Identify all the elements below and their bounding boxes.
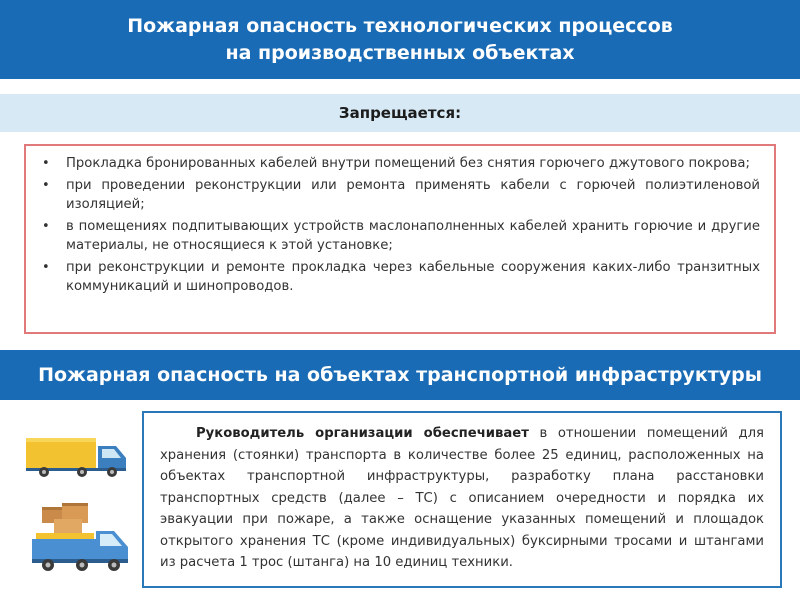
cargo-truck-icon <box>32 503 130 575</box>
transport-body: в отношении помещений для хранения (стоянки) транспорта в количестве более 25 единиц, расположенных на объектах транспортной инфраструктуры, разработку плана расстановки транспортных средств (далее – ТС) с описанием очередности и порядка их эвакуации при пожаре, а также оснащение указанных помещений и площадок открытого хранения ТС (кроме индивидуальных) буксирными тросами и штангами из расчета 1 трос (штанга) на 10 единиц техники. <box>160 426 764 570</box>
forbidden-list-box <box>24 144 776 334</box>
forbidden-heading: Запрещается: <box>338 104 462 122</box>
list-item <box>40 176 760 215</box>
bullet: • <box>42 259 50 275</box>
page-title-line1: Пожарная опасность технологических процессов <box>127 14 673 37</box>
list-item-text: в помещениях подпитывающих устройств маслонаполненных кабелей хранить горючие и другие материалы, не относящиеся к этой установке; <box>66 218 760 253</box>
page-title-line2: на производственных объектах <box>225 41 575 64</box>
list-item <box>40 154 760 174</box>
list-item <box>40 217 760 256</box>
forbidden-heading-bar <box>0 94 800 132</box>
list-item <box>40 258 760 297</box>
list-item-text: при реконструкции и ремонте прокладка через кабельные сооружения каких-либо транзитных коммуникаций и шинопроводов. <box>66 259 760 294</box>
forbidden-list <box>40 154 760 297</box>
transport-bold-lead: Руководитель организации обеспечивает <box>196 426 529 441</box>
bullet: • <box>42 218 50 234</box>
list-item-text: Прокладка бронированных кабелей внутри помещений без снятия горючего джутового покрова; <box>66 156 750 171</box>
section-title: Пожарная опасность на объектах транспортной инфраструктуры <box>38 364 762 386</box>
page-header <box>0 0 800 79</box>
truck-icon <box>26 432 128 478</box>
transport-text-box <box>142 411 782 588</box>
bullet: • <box>42 177 50 193</box>
bullet: • <box>42 156 50 171</box>
section-header <box>0 350 800 400</box>
list-item-text: при проведении реконструкции или ремонта применять кабели с горючей полиэтиленовой изоляцией; <box>66 177 760 212</box>
